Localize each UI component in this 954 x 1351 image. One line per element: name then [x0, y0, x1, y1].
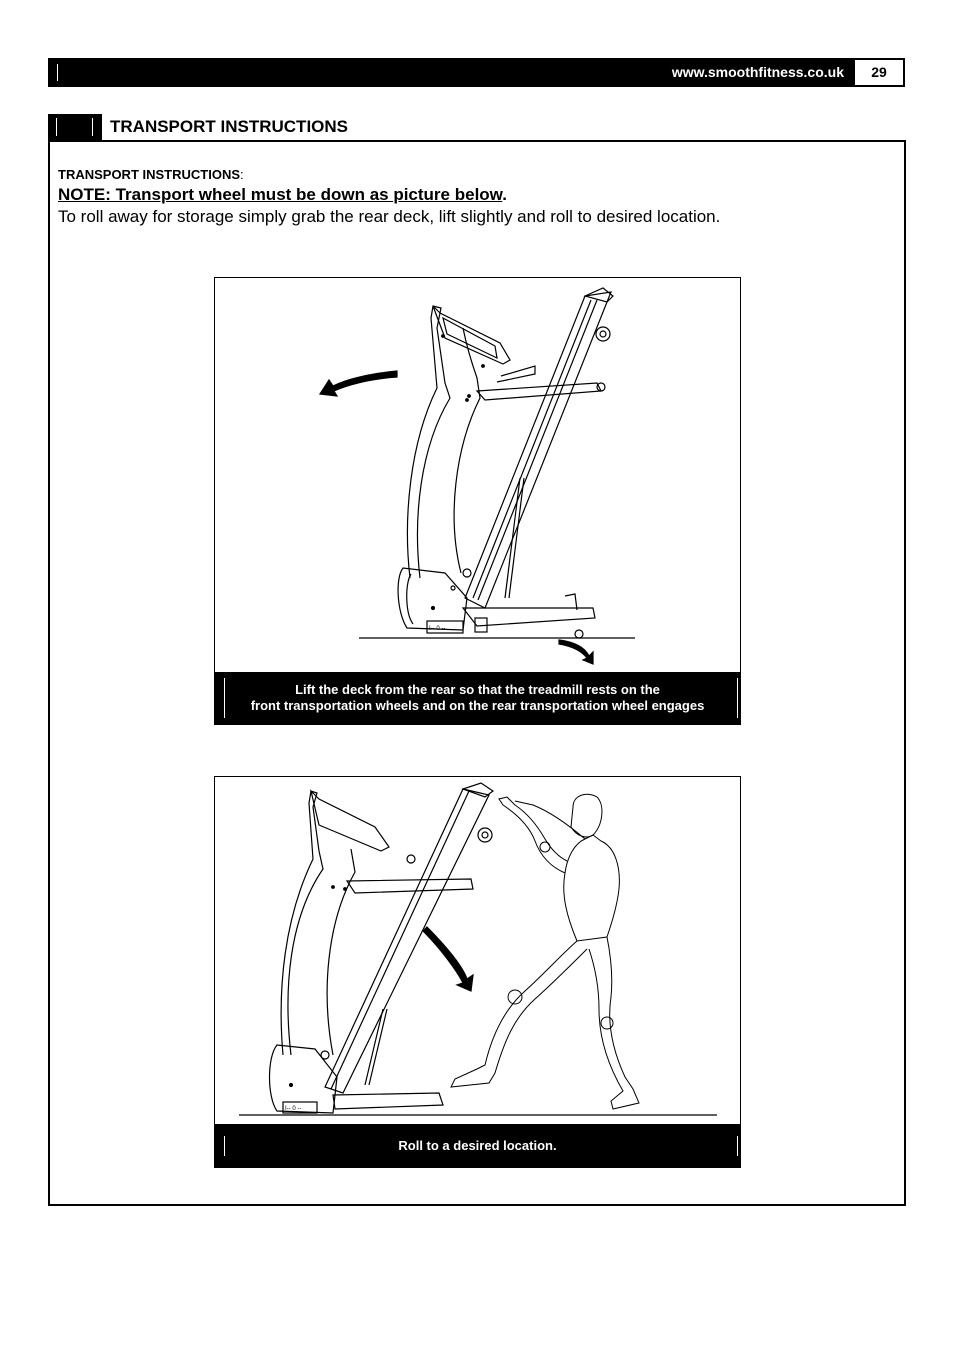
section-marker-line-left: [56, 118, 57, 136]
figure-roll-location: [214, 776, 741, 1168]
caption-lift-deck: [215, 672, 740, 724]
console-top: [311, 791, 389, 851]
running-deck: [325, 789, 489, 1093]
transport-note: [58, 185, 507, 205]
base-frame: [463, 608, 595, 626]
caption-2-line-right: [737, 1136, 738, 1156]
console-label-1: I-- 0 --: [429, 626, 446, 632]
handlebar: [347, 879, 473, 893]
gas-spring: [365, 1009, 383, 1085]
base-frame: [333, 1093, 443, 1109]
transport-note-text: NOTE: Transport wheel must be down as picture below: [58, 185, 503, 204]
caption-1-line-left: [224, 678, 225, 718]
page-number: 29: [855, 60, 903, 85]
rear-roller: [596, 327, 610, 341]
caption-line-1: Lift the deck from the rear so that the treadmill rests on the: [295, 682, 660, 697]
person-leg-left: [451, 941, 587, 1087]
rear-roller: [478, 828, 492, 842]
subheading-colon: :: [240, 167, 244, 182]
roll-arrow-icon: [423, 927, 473, 991]
person-torso: [564, 835, 620, 941]
handlebar: [477, 383, 601, 400]
caption-line-1: Roll to a desired location.: [398, 1138, 557, 1153]
subheading: [58, 167, 244, 182]
upright-column: [407, 306, 450, 578]
lift-arrow-icon: [320, 371, 397, 396]
person-head: [571, 794, 602, 837]
caption-1-line-right: [737, 678, 738, 718]
section-marker-line-right: [92, 118, 93, 136]
caption-roll-location: [215, 1124, 740, 1167]
transport-wheel: [575, 630, 583, 638]
transport-note-period: .: [502, 185, 508, 204]
gas-spring: [505, 478, 520, 598]
upright-column: [281, 791, 323, 1055]
figure-lift-deck: [214, 277, 741, 725]
header-divider: [57, 64, 58, 81]
subheading-text: TRANSPORT INSTRUCTIONS: [58, 167, 240, 182]
wheel-arrow-icon: [559, 640, 593, 664]
section-title: TRANSPORT INSTRUCTIONS: [110, 117, 348, 136]
console-label-2: I-- 0 --: [285, 1106, 302, 1112]
caption-line-2: front transportation wheels and on the rear transportation wheel engages: [250, 698, 705, 713]
header-bar: [48, 58, 905, 87]
caption-2-line-left: [224, 1136, 225, 1156]
treadmill-roll-illustration: [215, 777, 741, 1126]
website-url[interactable]: www.smoothfitness.co.uk: [671, 64, 844, 80]
treadmill-lift-illustration: [215, 278, 741, 674]
motor-hood: [270, 1045, 338, 1113]
person-arm: [499, 797, 567, 873]
person-leg-right: [589, 937, 639, 1109]
person-figure: [451, 794, 639, 1109]
section-marker: [48, 114, 102, 140]
instruction-text: To roll away for storage simply grab the rear deck, lift slightly and roll to desired location.: [58, 207, 721, 226]
